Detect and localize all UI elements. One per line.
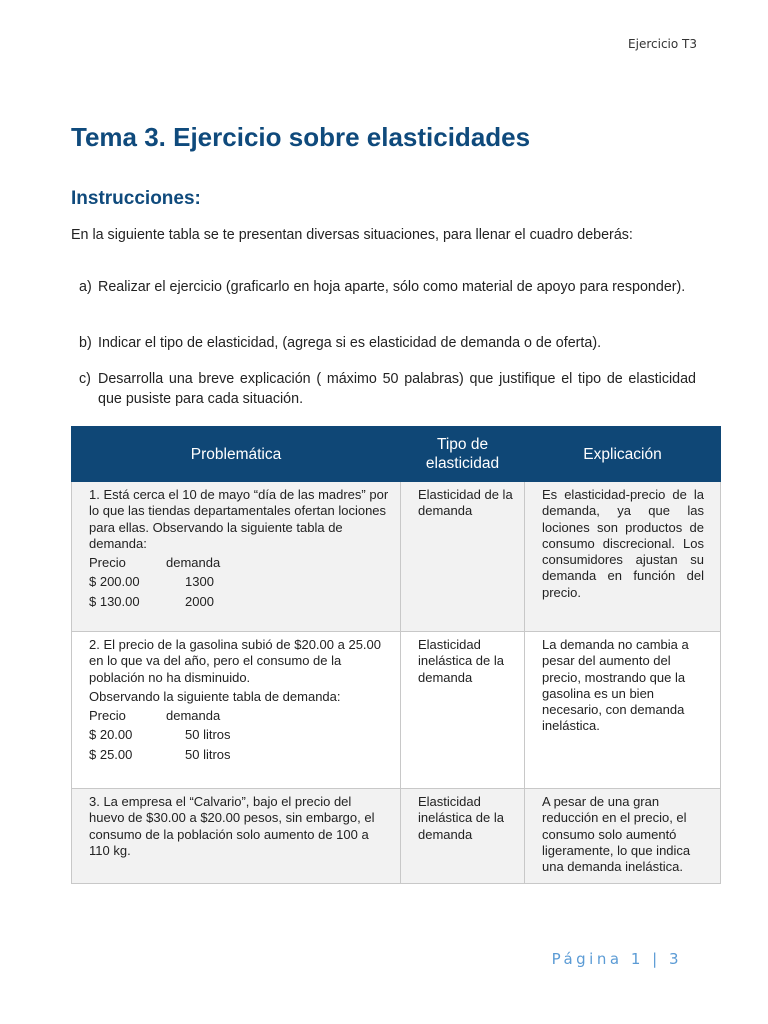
problem-text: 1. Está cerca el 10 de mayo “día de las madres” por lo que las tiendas departamentales ofertan lociones para ellas. Observando la siguiente tabla de demanda:	[89, 487, 389, 551]
elasticity-type-cell: Elasticidad inelástica de la demanda	[401, 789, 525, 884]
problem-extra-text: Observando la siguiente tabla de demanda:	[89, 688, 341, 704]
price-row	[89, 594, 390, 610]
price-value: $ 20.00	[89, 727, 133, 743]
price-value: $ 130.00	[89, 593, 140, 609]
price-table-head	[89, 555, 390, 571]
demand-value: 2000	[185, 593, 214, 609]
elasticity-table	[71, 426, 721, 884]
instruction-letter: c)	[79, 371, 91, 387]
document-label: Ejercicio T3	[628, 37, 697, 51]
demand-head-label: demanda	[166, 708, 221, 724]
problem-text: 2. El precio de la gasolina subió de $20.00 a 25.00 en lo que va del año, pero el consumo de la población no ha disminuido.	[89, 637, 381, 685]
page-title: Tema 3. Ejercicio sobre elasticidades	[71, 122, 531, 152]
intro-text: En la siguiente tabla se te presentan diversas situaciones, para llenar el cuadro deberás:	[71, 227, 633, 243]
instruction-text: Desarrolla una breve explicación ( máximo 50 palabras) que justifique el tipo de elasticidad que pusiste para cada situación.	[98, 371, 696, 407]
page-number: Página 1 | 3	[551, 950, 682, 968]
instruction-text: Indicar el tipo de elasticidad, (agrega si es elasticidad de demanda o de oferta).	[98, 335, 602, 351]
explanation-cell: La demanda no cambia a pesar del aumento del precio, mostrando que la gasolina es un bien necesario, con demanda inelástica.	[525, 632, 721, 789]
header-explicacion: Explicación	[525, 427, 721, 482]
table-row	[72, 632, 721, 789]
header-tipo-elasticidad: Tipo de elasticidad	[401, 427, 525, 482]
table-row	[72, 789, 721, 884]
elasticity-type-cell: Elasticidad de la demanda	[401, 482, 525, 632]
instruction-text: Realizar el ejercicio (graficarlo en hoja aparte, sólo como material de apoyo para responder).	[98, 279, 686, 295]
elasticity-type-cell: Elasticidad inelástica de la demanda	[401, 632, 525, 789]
problem-cell	[72, 632, 401, 789]
instruction-a	[79, 277, 696, 297]
explanation-cell: Es elasticidad-precio de la demanda, ya que las lociones son productos de consumo discrecional. Los consumidores ajustan su demanda en función del precio.	[525, 482, 721, 632]
price-value: $ 200.00	[89, 574, 140, 590]
demand-value: 50 litros	[185, 727, 231, 743]
demand-value: 1300	[185, 574, 214, 590]
instruction-b	[79, 333, 696, 353]
section-title: Instrucciones:	[71, 188, 201, 209]
price-row	[89, 727, 390, 743]
problem-text: 3. La empresa el “Calvario”, bajo el precio del huevo de $30.00 a $20.00 pesos, sin embargo, el consumo de la población solo aumento de 100 a 110 kg.	[89, 794, 375, 858]
instruction-letter: a)	[79, 279, 92, 295]
problem-cell	[72, 482, 401, 632]
problem-cell	[72, 789, 401, 884]
price-table-head	[89, 708, 390, 724]
demand-value: 50 litros	[185, 746, 231, 762]
price-head-label: Precio	[89, 708, 126, 724]
instruction-c	[79, 369, 696, 409]
table-row	[72, 482, 721, 632]
table-header-row	[72, 427, 721, 482]
price-row	[89, 574, 390, 590]
header-problematica: Problemática	[72, 427, 401, 482]
price-head-label: Precio	[89, 555, 126, 571]
demand-head-label: demanda	[166, 555, 221, 571]
price-value: $ 25.00	[89, 746, 133, 762]
instruction-letter: b)	[79, 335, 92, 351]
explanation-cell: A pesar de una gran reducción en el precio, el consumo solo aumentó ligeramente, lo que indica una demanda inelástica.	[525, 789, 721, 884]
price-row	[89, 747, 390, 763]
